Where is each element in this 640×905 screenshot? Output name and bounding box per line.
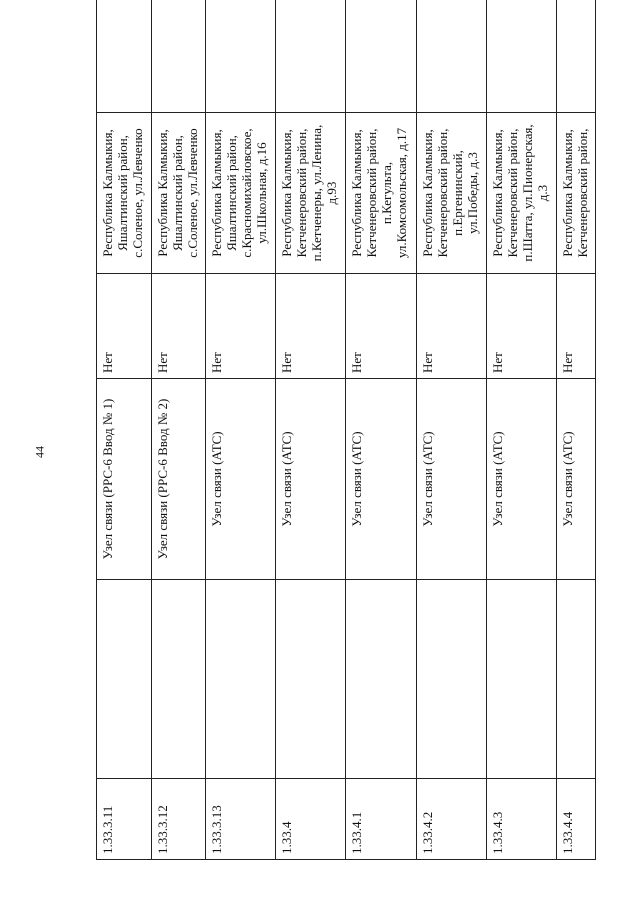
object-name-cell: Узел связи (АТС) xyxy=(416,379,486,580)
row-number-cell: 1.33.4 xyxy=(276,779,346,860)
flag-cell: Нет xyxy=(276,274,346,379)
empty-cell xyxy=(276,580,346,779)
flag-cell: Нет xyxy=(97,274,152,379)
object-name-cell: Узел связи (АТС) xyxy=(557,379,596,580)
empty-cell xyxy=(151,0,206,113)
table-row xyxy=(557,0,596,860)
flag-cell: Нет xyxy=(346,274,416,379)
flag-cell: Нет xyxy=(206,274,276,379)
address-cell: Республика Калмыкия, Яшалтинский район, с.Красномихайловское, ул.Школьная, д.16 xyxy=(206,113,276,274)
table-row xyxy=(97,0,152,860)
empty-cell xyxy=(346,580,416,779)
empty-cell xyxy=(557,580,596,779)
empty-cell xyxy=(346,0,416,113)
empty-cell xyxy=(416,580,486,779)
empty-cell xyxy=(206,0,276,113)
empty-cell xyxy=(486,0,556,113)
row-number-cell: 1.33.4.1 xyxy=(346,779,416,860)
flag-cell: Нет xyxy=(486,274,556,379)
empty-cell xyxy=(486,580,556,779)
empty-cell xyxy=(206,580,276,779)
object-name-cell: Узел связи (РРС-6 Ввод № 2) xyxy=(151,379,206,580)
address-cell: Республика Калмыкия, Кетченеровский район, п.Шатта, ул.Пионерская, д.3 xyxy=(486,113,556,274)
empty-cell xyxy=(151,580,206,779)
rotated-table-frame xyxy=(96,28,596,860)
table-row xyxy=(486,0,556,860)
row-number-cell: 1.33.3.13 xyxy=(206,779,276,860)
address-cell: Республика Калмыкия, Кетченеровский район, п.Кетченеры, ул.Ленина, д.93 xyxy=(276,113,346,274)
row-number-cell: 1.33.4.2 xyxy=(416,779,486,860)
document-table-container xyxy=(96,28,596,860)
address-cell: Республика Калмыкия, Кетченеровский район, п.Ергенинский, ул.Победы, д.3 xyxy=(416,113,486,274)
row-number-cell: 1.33.3.12 xyxy=(151,779,206,860)
address-cell: Республика Калмыкия, Яшалтинский район, с.Соленое, ул.Левченко xyxy=(151,113,206,274)
page-number: 44 xyxy=(32,446,47,458)
empty-cell xyxy=(416,0,486,113)
table-row xyxy=(151,0,206,860)
row-number-cell: 1.33.3.11 xyxy=(97,779,152,860)
flag-cell: Нет xyxy=(151,274,206,379)
row-number-cell: 1.33.4.3 xyxy=(486,779,556,860)
flag-cell: Нет xyxy=(557,274,596,379)
address-cell: Республика Калмыкия, Кетченеровский район, xyxy=(557,113,596,274)
empty-cell xyxy=(276,0,346,113)
empty-cell xyxy=(97,580,152,779)
table-row xyxy=(206,0,276,860)
row-number-cell: 1.33.4.4 xyxy=(557,779,596,860)
table-row xyxy=(416,0,486,860)
empty-cell xyxy=(97,0,152,113)
address-cell: Республика Калмыкия, Кетченеровский район, п.Кегульта, ул.Комсомольская, д.17 xyxy=(346,113,416,274)
address-cell: Республика Калмыкия, Яшалтинский район, с.Соленое, ул.Левченко xyxy=(97,113,152,274)
object-name-cell: Узел связи (АТС) xyxy=(346,379,416,580)
object-name-cell: Узел связи (АТС) xyxy=(276,379,346,580)
object-name-cell: Узел связи (АТС) xyxy=(206,379,276,580)
object-name-cell: Узел связи (АТС) xyxy=(486,379,556,580)
flag-cell: Нет xyxy=(416,274,486,379)
empty-cell xyxy=(557,0,596,113)
table-row xyxy=(276,0,346,860)
table-row xyxy=(346,0,416,860)
object-name-cell: Узел связи (РРС-6 Ввод № 1) xyxy=(97,379,152,580)
registry-table xyxy=(96,0,596,860)
